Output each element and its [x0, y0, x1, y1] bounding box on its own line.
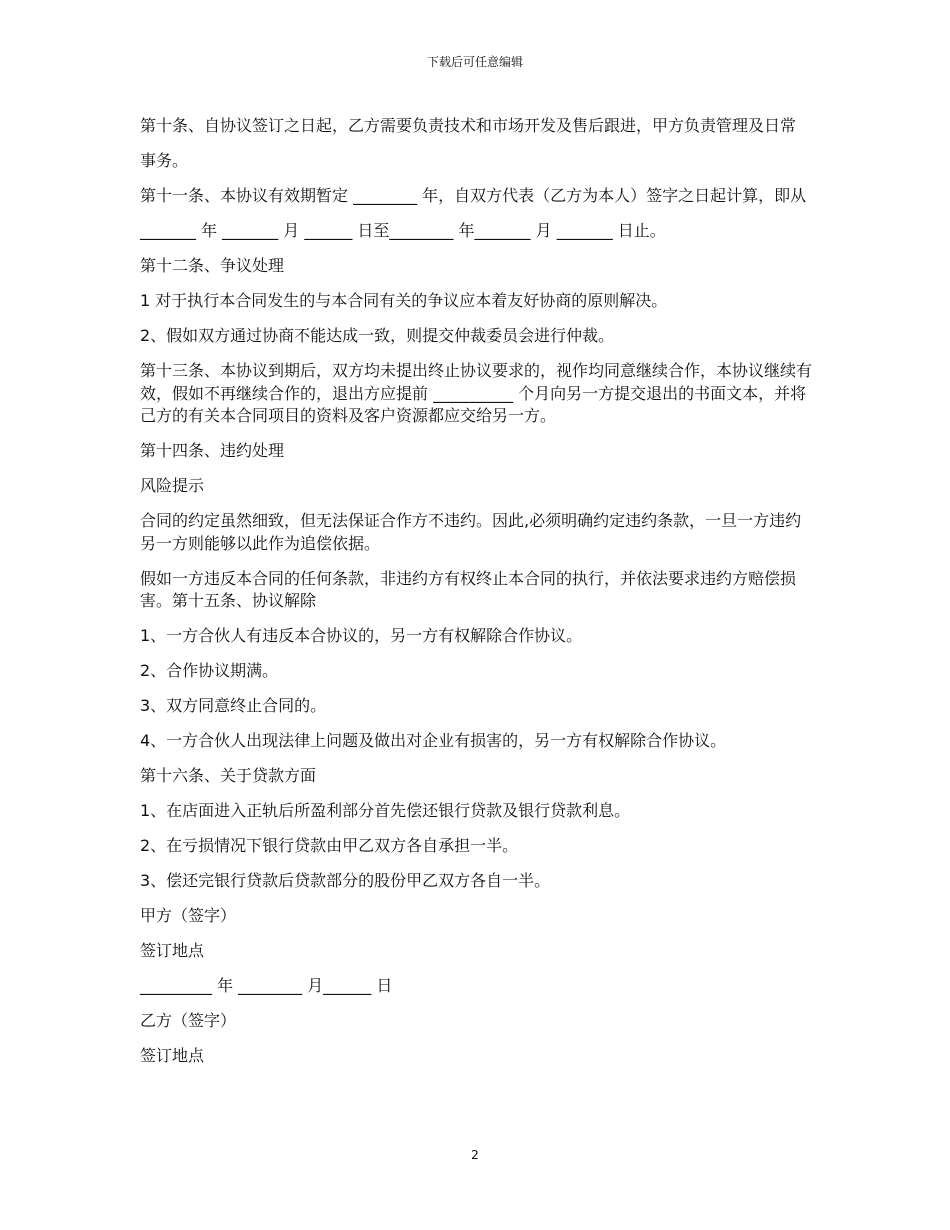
article-10-line-2: 事务。: [140, 151, 189, 170]
article-15-item-3: 3、双方同意终止合同的。: [140, 696, 327, 715]
article-11-line-1: 第十一条、本协议有效期暂定 ________ 年，自双方代表（乙方为本人）签字之日起计算，即从: [140, 186, 807, 205]
contract-body: [140, 115, 812, 1080]
article-15-item-1: 1、一方合伙人有违反本合协议的，另一方有权解除合作协议。: [140, 626, 583, 645]
article-12-item-2: 2、假如双方通过协商不能达成一致，则提交仲裁委员会进行仲裁。: [140, 326, 615, 345]
article-15-item-2: 2、合作协议期满。: [140, 661, 279, 680]
article-14-heading: 第十四条、违约处理: [140, 441, 285, 460]
article-10-line-1: 第十条、自协议签订之日起，乙方需要负责技术和市场开发及售后跟进，甲方负责管理及日常: [140, 116, 797, 135]
article-16-item-2: 2、在亏损情况下银行贷款由甲乙双方各自承担一半。: [140, 836, 519, 855]
party-a-signature-label: 甲方（签字）: [140, 906, 237, 925]
article-15-item-4: 4、一方合伙人出现法律上问题及做出对企业有损害的，另一方有权解除合作协议。: [140, 731, 727, 750]
risk-notice-text: 合同的约定虽然细致，但无法保证合作方不违约。因此,必须明确约定违约条款，一旦一方违约另一方则能够以此作为追偿依据。: [140, 511, 802, 553]
party-b-signature-label: 乙方（签字）: [140, 1011, 237, 1030]
article-16-heading: 第十六条、关于贷款方面: [140, 766, 317, 785]
page-number: 2: [471, 1148, 479, 1162]
article-12-item-1: 1 对于执行本合同发生的与本合同有关的争议应本着友好协商的原则解决。: [140, 291, 668, 310]
breach-clause-and-article-15-heading: 假如一方违反本合同的任何条款，非违约方有权终止本合同的执行，并依法要求违约方赔偿损害。第十五条、协议解除: [140, 568, 797, 610]
party-a-location-label: 签订地点: [140, 941, 205, 960]
risk-notice-heading: 风险提示: [140, 476, 205, 495]
article-12-heading: 第十二条、争议处理: [140, 256, 285, 275]
party-a-date-line: _________ 年 ________ 月______ 日: [140, 976, 393, 995]
article-16-item-1: 1、在店面进入正轨后所盈利部分首先偿还银行贷款及银行贷款利息。: [140, 801, 631, 820]
article-16-item-3: 3、偿还完银行贷款后贷款部分的股份甲乙双方各自一半。: [140, 871, 551, 890]
download-editable-note: 下载后可任意编辑: [426, 55, 523, 69]
article-13-text: 第十三条、本协议到期后，双方均未提出终止协议要求的，视作均同意继续合作，本协议继续有效，假如不再继续合作的，退出方应提前 __________ 个月向另一方提交退出的书面文本，并将己方的有关本合同项目的资料及客户资源都应交给另一方。: [140, 361, 813, 425]
article-11-date-range: _______ 年 _______ 月 ______ 日至________ 年_______ 月 _______ 日止。: [140, 221, 666, 240]
party-b-location-label: 签订地点: [140, 1046, 205, 1065]
